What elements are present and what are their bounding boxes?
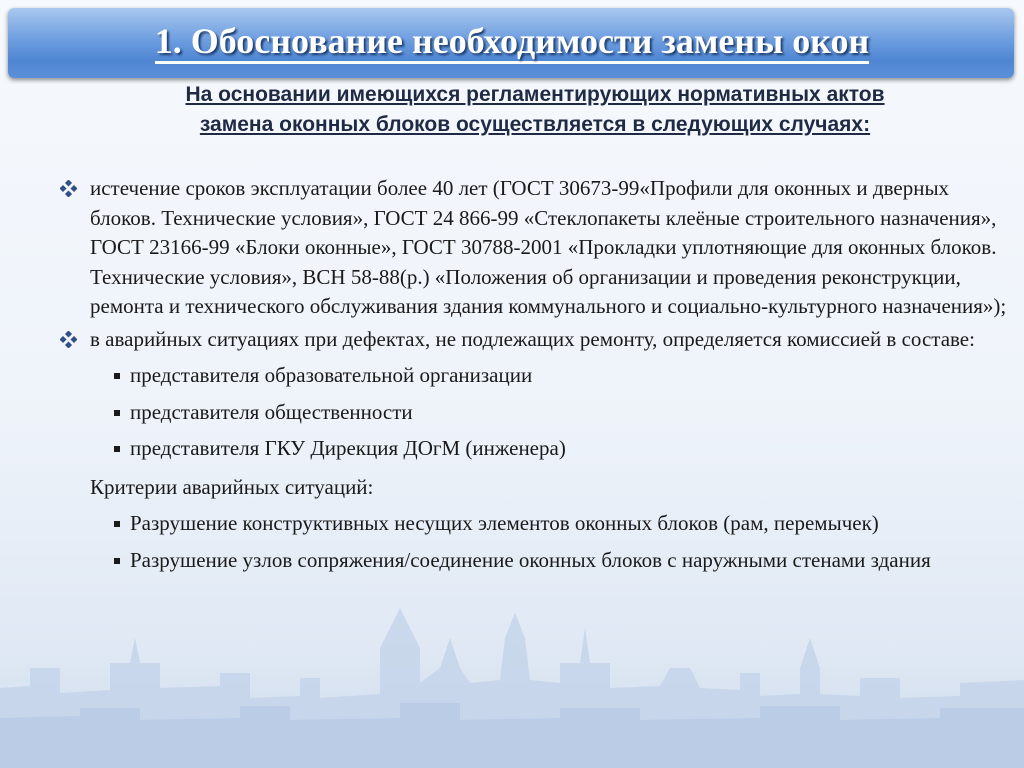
criteria-item bbox=[60, 509, 1010, 539]
square-bullet-icon bbox=[114, 521, 120, 527]
subtitle-line-1: На основании имеющихся регламентирующих нормативных актов bbox=[185, 83, 885, 106]
commission-text: представителя образовательной организации bbox=[130, 363, 533, 387]
diamond-bullet-icon bbox=[60, 180, 77, 197]
commission-item bbox=[60, 361, 1010, 391]
square-bullet-icon bbox=[114, 558, 120, 564]
square-bullet-icon bbox=[114, 373, 120, 379]
criteria-item bbox=[60, 546, 1010, 576]
diamond-bullet-icon bbox=[60, 331, 77, 348]
city-skyline-background bbox=[0, 568, 1024, 768]
bullet-item bbox=[60, 325, 1010, 355]
commission-item bbox=[60, 398, 1010, 428]
page-title: 1. Обоснование необходимости замены окон bbox=[0, 20, 1024, 62]
bullet-item bbox=[60, 174, 1010, 322]
criteria-heading: Критерии аварийных ситуаций: bbox=[90, 474, 374, 499]
commission-text: представителя общественности bbox=[130, 399, 413, 424]
criteria-text: Разрушение узлов сопряжения/соединение оконных блоков с наружными стенами здания bbox=[130, 547, 931, 572]
commission-text: представителя ГКУ Дирекция ДОгМ (инженера) bbox=[130, 436, 566, 460]
criteria-text: Разрушение конструктивных несущих элементов оконных блоков (рам, перемычек) bbox=[130, 511, 879, 535]
bullet-text: истечение сроков эксплуатации более 40 лет (ГОСТ 30673-99«Профили для оконных и дверных блоков. Технические условия», ГОСТ 24 866-99 «Стеклопакеты клеёные строительного назначения», ГОСТ 23166-99 «Блоки оконные», ГОСТ 30788-2001 «Прокладки уплотняющие для оконных блоков. Технические условия», ВСН 58-88(р.) «Положения об организации и проведения реконструкции, ремонта и технического обслуживания здания коммунального и социально-культурного назначения»); bbox=[90, 176, 1007, 318]
subtitle-line-2: замена оконных блоков осуществляется в следующих случаях: bbox=[199, 113, 871, 136]
subtitle bbox=[60, 80, 1010, 140]
bullet-text: в аварийных ситуациях при дефектах, не подлежащих ремонту, определяется комиссией в составе: bbox=[90, 326, 975, 351]
square-bullet-icon bbox=[114, 446, 120, 452]
commission-item bbox=[60, 434, 1010, 464]
square-bullet-icon bbox=[114, 410, 120, 416]
slide-content bbox=[60, 174, 1010, 582]
